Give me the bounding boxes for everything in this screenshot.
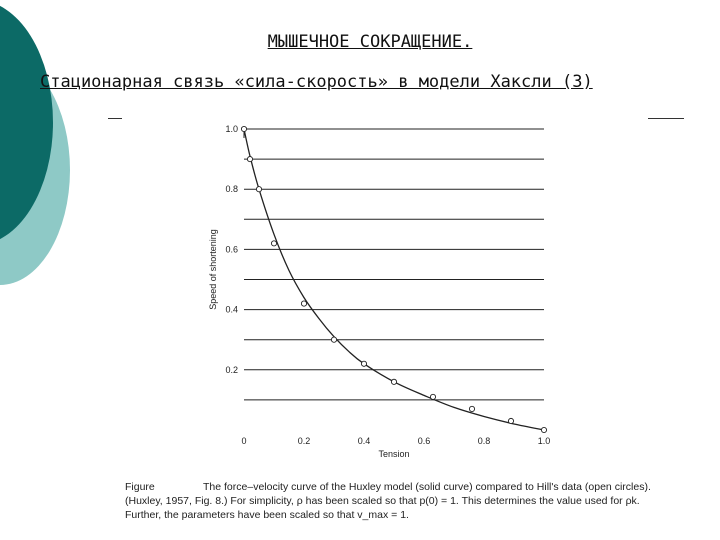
slide-subtitle: Стационарная связь «сила-скорость» в модели Хаксли (3) [40,72,593,92]
x-tick-label: 0.4 [357,436,371,446]
y-axis-label: Speed of shortening [208,229,218,310]
data-point [301,301,306,306]
y-tick-label: 0.8 [225,184,238,195]
data-point [247,157,252,162]
x-tick-label: 0.2 [297,436,311,446]
divider-left [108,118,122,119]
data-point [331,337,336,342]
force-velocity-chart [190,118,570,468]
data-point [241,126,246,131]
data-point [508,418,513,423]
y-tick-label: 0.6 [225,244,238,255]
caption-text: The force–velocity curve of the Huxley model (solid curve) compared to Hill's data (open circles). (Huxley, 1957, Fig. 8.) For simplicity, ρ has been scaled so that p(0) = 1. This determines the value used for ρk. Further, the parameters have been scaled so that v_max = 1. [125,481,651,521]
divider-right [648,118,684,119]
data-point [430,394,435,399]
x-tick-label: 0.8 [477,436,491,446]
caption-label: Figure [125,481,155,493]
y-tick-label: 0.4 [225,304,238,315]
data-point [541,427,546,432]
data-point [256,187,261,192]
grid-lines [244,129,544,400]
data-point [271,241,276,246]
data-point [469,406,474,411]
x-tick-label: 1.0 [537,436,551,446]
figure-caption [125,480,655,522]
slide-title: МЫШЕЧНОЕ СОКРАЩЕНИЕ. [267,32,473,52]
x-tick-label: 0.6 [417,436,431,446]
x-axis-label: Tension [378,449,410,459]
data-point [361,361,366,366]
y-tick-label: 0.2 [225,364,238,375]
axis-ticks [225,124,550,446]
x-tick-label: 0 [241,436,247,446]
y-tick-label: 1.0 [225,124,238,134]
data-point [391,379,396,384]
